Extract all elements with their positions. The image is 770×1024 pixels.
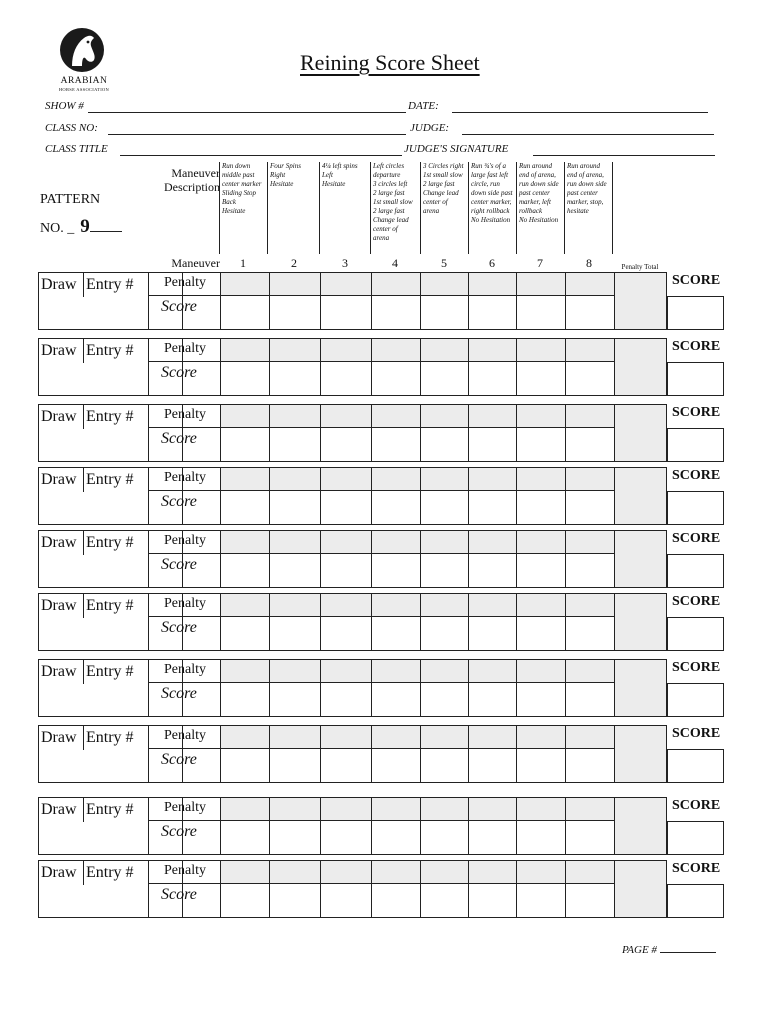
- penalty-cell-6[interactable]: [468, 272, 516, 296]
- score-cell-5[interactable]: [420, 491, 468, 525]
- score-label: Score: [148, 884, 220, 918]
- score-cell-8[interactable]: [565, 821, 614, 855]
- logo-name: ARABIAN: [60, 76, 108, 86]
- penalty-cell-2[interactable]: [269, 272, 320, 296]
- penalty-cell-8[interactable]: [565, 593, 614, 617]
- entry-label: Entry #: [86, 801, 134, 818]
- penalty-cell-2[interactable]: [269, 860, 320, 884]
- penalty-cell-4[interactable]: [371, 338, 420, 362]
- total-score-field[interactable]: [667, 749, 724, 783]
- total-score-label: SCORE: [672, 798, 721, 813]
- score-cell-8[interactable]: [565, 749, 614, 783]
- score-cell-7[interactable]: [516, 884, 565, 918]
- score-cell-8[interactable]: [565, 428, 614, 462]
- draw-field[interactable]: [38, 860, 83, 918]
- entry-block: [38, 404, 726, 462]
- score-cell-6[interactable]: [468, 428, 516, 462]
- penalty-cell-4[interactable]: [371, 272, 420, 296]
- penalty-cell-8[interactable]: [565, 725, 614, 749]
- score-cell-1[interactable]: [220, 362, 269, 396]
- penalty-label: Penalty: [148, 659, 220, 683]
- score-cell-7[interactable]: [516, 554, 565, 588]
- score-cell-5[interactable]: [420, 428, 468, 462]
- total-score-label: SCORE: [672, 531, 721, 546]
- score-label: Score: [148, 362, 220, 396]
- penalty-cell-6[interactable]: [468, 593, 516, 617]
- page-label: PAGE #: [622, 944, 657, 956]
- penalty-cell-1[interactable]: [220, 467, 269, 491]
- score-cell-2[interactable]: [269, 617, 320, 651]
- penalty-cell-4[interactable]: [371, 725, 420, 749]
- score-label: Score: [148, 821, 220, 855]
- score-cell-5[interactable]: [420, 296, 468, 330]
- score-cell-6[interactable]: [468, 749, 516, 783]
- score-cell-4[interactable]: [371, 749, 420, 783]
- score-cell-6[interactable]: [468, 683, 516, 717]
- score-cell-3[interactable]: [320, 617, 371, 651]
- penalty-total-cell[interactable]: [614, 659, 667, 717]
- total-score-field[interactable]: [667, 617, 724, 651]
- entry-label: Entry #: [86, 729, 134, 746]
- pattern-no-label: NO. _: [40, 221, 75, 236]
- total-score-label: SCORE: [672, 594, 721, 609]
- judges-signature-label: JUDGE'S SIGNATURE: [404, 143, 509, 155]
- score-cell-7[interactable]: [516, 428, 565, 462]
- penalty-cell-8[interactable]: [565, 860, 614, 884]
- score-cell-4[interactable]: [371, 617, 420, 651]
- total-score-label: SCORE: [672, 339, 721, 354]
- score-cell-8[interactable]: [565, 617, 614, 651]
- pattern-number: [40, 216, 122, 238]
- penalty-cell-6[interactable]: [468, 725, 516, 749]
- maneuver-6-desc: Run ¾'s of a large fast left circle, run down side past center marker, right rollback No Hesitation: [468, 162, 516, 254]
- score-cell-5[interactable]: [420, 554, 468, 588]
- penalty-cell-3[interactable]: [320, 272, 371, 296]
- draw-field[interactable]: [38, 404, 83, 462]
- penalty-cell-4[interactable]: [371, 659, 420, 683]
- maneuver-descriptions: [219, 162, 613, 254]
- score-cell-8[interactable]: [565, 362, 614, 396]
- score-cell-6[interactable]: [468, 821, 516, 855]
- draw-field[interactable]: [38, 725, 83, 783]
- pattern-label: PATTERN: [40, 192, 101, 207]
- score-cell-4[interactable]: [371, 554, 420, 588]
- penalty-cell-8[interactable]: [565, 797, 614, 821]
- score-cell-2[interactable]: [269, 821, 320, 855]
- penalty-cell-1[interactable]: [220, 272, 269, 296]
- draw-label: Draw: [41, 729, 77, 746]
- score-cell-7[interactable]: [516, 683, 565, 717]
- penalty-total-cell[interactable]: [614, 797, 667, 855]
- score-cell-3[interactable]: [320, 296, 371, 330]
- penalty-cell-3[interactable]: [320, 725, 371, 749]
- penalty-total-cell[interactable]: [614, 860, 667, 918]
- penalty-total-cell[interactable]: [614, 272, 667, 330]
- penalty-cell-8[interactable]: [565, 530, 614, 554]
- draw-label: Draw: [41, 663, 77, 680]
- score-cell-6[interactable]: [468, 884, 516, 918]
- total-score-label: SCORE: [672, 660, 721, 675]
- maneuver-7-desc: Run around end of arena, run down side past center marker, left rollback No Hesitation: [516, 162, 564, 254]
- arabian-logo: [52, 26, 116, 96]
- draw-label: Draw: [41, 597, 77, 614]
- entry-label: Entry #: [86, 471, 134, 488]
- penalty-label: Penalty: [148, 593, 220, 617]
- total-score-field[interactable]: [667, 821, 724, 855]
- score-cell-3[interactable]: [320, 749, 371, 783]
- judge-label: JUDGE:: [410, 122, 450, 134]
- penalty-total-cell[interactable]: [614, 467, 667, 525]
- entry-label: Entry #: [86, 597, 134, 614]
- penalty-cell-2[interactable]: [269, 467, 320, 491]
- penalty-cell-7[interactable]: [516, 530, 565, 554]
- total-score-label: SCORE: [672, 405, 721, 420]
- show-field[interactable]: [88, 112, 406, 113]
- penalty-cell-7[interactable]: [516, 860, 565, 884]
- penalty-label: Penalty: [148, 404, 220, 428]
- penalty-cell-7[interactable]: [516, 593, 565, 617]
- score-cell-5[interactable]: [420, 683, 468, 717]
- score-cell-2[interactable]: [269, 683, 320, 717]
- penalty-cell-3[interactable]: [320, 467, 371, 491]
- score-cell-7[interactable]: [516, 821, 565, 855]
- total-score-label: SCORE: [672, 468, 721, 483]
- penalty-cell-5[interactable]: [420, 530, 468, 554]
- maneuver-3-desc: 4¼ left spins Left Hesitate: [319, 162, 370, 254]
- score-cell-7[interactable]: [516, 617, 565, 651]
- total-score-field[interactable]: [667, 884, 724, 918]
- total-score-field[interactable]: [667, 428, 724, 462]
- entry-label: Entry #: [86, 663, 134, 680]
- score-label: Score: [148, 428, 220, 462]
- penalty-cell-5[interactable]: [420, 272, 468, 296]
- penalty-label: Penalty: [148, 530, 220, 554]
- penalty-cell-8[interactable]: [565, 338, 614, 362]
- penalty-cell-4[interactable]: [371, 797, 420, 821]
- maneuver-number-4: 4: [392, 256, 398, 270]
- score-cell-3[interactable]: [320, 884, 371, 918]
- score-cell-6[interactable]: [468, 296, 516, 330]
- score-label: Score: [148, 749, 220, 783]
- maneuver-2-desc: Four Spins Right Hesitate: [267, 162, 319, 254]
- maneuver-5-desc: 3 Circles right 1st small slow 2 large fast Change lead center of arena: [420, 162, 468, 254]
- total-score-field[interactable]: [667, 362, 724, 396]
- total-score-label: SCORE: [672, 861, 721, 876]
- score-cell-2[interactable]: [269, 884, 320, 918]
- penalty-cell-2[interactable]: [269, 404, 320, 428]
- penalty-cell-8[interactable]: [565, 467, 614, 491]
- score-cell-1[interactable]: [220, 617, 269, 651]
- score-cell-6[interactable]: [468, 491, 516, 525]
- penalty-cell-7[interactable]: [516, 725, 565, 749]
- penalty-cell-7[interactable]: [516, 404, 565, 428]
- maneuver-number-6: 6: [489, 256, 495, 270]
- draw-label: Draw: [41, 864, 77, 881]
- penalty-total-cell[interactable]: [614, 725, 667, 783]
- score-label: Score: [148, 617, 220, 651]
- score-cell-1[interactable]: [220, 749, 269, 783]
- class-no-label: CLASS NO:: [45, 122, 98, 134]
- class-title-label: CLASS TITLE: [45, 143, 108, 155]
- page-number: [622, 944, 716, 956]
- penalty-cell-3[interactable]: [320, 404, 371, 428]
- penalty-cell-4[interactable]: [371, 404, 420, 428]
- entry-block: [38, 860, 726, 918]
- score-label: Score: [148, 683, 220, 717]
- penalty-cell-8[interactable]: [565, 272, 614, 296]
- maneuver-number-7: 7: [537, 256, 543, 270]
- judges-signature-field[interactable]: [533, 155, 715, 156]
- score-cell-4[interactable]: [371, 821, 420, 855]
- score-label: Score: [148, 296, 220, 330]
- score-cell-7[interactable]: [516, 296, 565, 330]
- entry-block: [38, 272, 726, 330]
- score-cell-2[interactable]: [269, 491, 320, 525]
- show-label: SHOW #: [45, 100, 84, 112]
- page-number-field[interactable]: [660, 952, 716, 953]
- penalty-cell-7[interactable]: [516, 467, 565, 491]
- penalty-cell-5[interactable]: [420, 467, 468, 491]
- entry-block: [38, 467, 726, 525]
- draw-field[interactable]: [38, 338, 83, 396]
- total-score-field[interactable]: [667, 554, 724, 588]
- score-cell-8[interactable]: [565, 491, 614, 525]
- penalty-total-cell[interactable]: [614, 530, 667, 588]
- maneuver-number-2: 2: [291, 256, 297, 270]
- score-cell-1[interactable]: [220, 296, 269, 330]
- penalty-cell-6[interactable]: [468, 404, 516, 428]
- maneuver-number-3: 3: [342, 256, 348, 270]
- penalty-cell-5[interactable]: [420, 725, 468, 749]
- penalty-label: Penalty: [148, 725, 220, 749]
- score-cell-1[interactable]: [220, 821, 269, 855]
- score-cell-6[interactable]: [468, 617, 516, 651]
- date-field[interactable]: [452, 112, 708, 113]
- maneuver-number-5: 5: [441, 256, 447, 270]
- score-cell-3[interactable]: [320, 362, 371, 396]
- judge-field[interactable]: [462, 134, 714, 135]
- logo-subtitle: HORSE ASSOCIATION: [58, 87, 110, 92]
- penalty-cell-3[interactable]: [320, 530, 371, 554]
- score-cell-3[interactable]: [320, 554, 371, 588]
- page-title: Reining Score Sheet: [300, 50, 480, 75]
- total-score-label: SCORE: [672, 726, 721, 741]
- entry-block: [38, 797, 726, 855]
- score-cell-5[interactable]: [420, 884, 468, 918]
- maneuver-description-label: Maneuver Description: [164, 166, 220, 194]
- penalty-cell-6[interactable]: [468, 797, 516, 821]
- score-cell-6[interactable]: [468, 554, 516, 588]
- penalty-total-cell[interactable]: [614, 338, 667, 396]
- score-cell-4[interactable]: [371, 362, 420, 396]
- draw-label: Draw: [41, 408, 77, 425]
- class-no-field[interactable]: [108, 134, 406, 135]
- penalty-label: Penalty: [148, 860, 220, 884]
- penalty-cell-1[interactable]: [220, 860, 269, 884]
- score-cell-5[interactable]: [420, 821, 468, 855]
- draw-field[interactable]: [38, 797, 83, 855]
- entry-label: Entry #: [86, 864, 134, 881]
- score-cell-4[interactable]: [371, 884, 420, 918]
- penalty-cell-1[interactable]: [220, 593, 269, 617]
- penalty-cell-2[interactable]: [269, 530, 320, 554]
- penalty-label: Penalty: [148, 467, 220, 491]
- total-score-field[interactable]: [667, 683, 724, 717]
- penalty-cell-3[interactable]: [320, 659, 371, 683]
- penalty-cell-1[interactable]: [220, 797, 269, 821]
- score-cell-2[interactable]: [269, 554, 320, 588]
- penalty-cell-3[interactable]: [320, 860, 371, 884]
- score-cell-7[interactable]: [516, 362, 565, 396]
- score-cell-7[interactable]: [516, 749, 565, 783]
- penalty-cell-7[interactable]: [516, 797, 565, 821]
- penalty-total-cell[interactable]: [614, 593, 667, 651]
- entry-block: [38, 659, 726, 717]
- score-cell-8[interactable]: [565, 683, 614, 717]
- penalty-cell-2[interactable]: [269, 797, 320, 821]
- penalty-cell-5[interactable]: [420, 860, 468, 884]
- maneuver-1-desc: Run down middle past center marker Sliding Stop Back Hesitate: [219, 162, 267, 254]
- penalty-cell-8[interactable]: [565, 659, 614, 683]
- score-cell-5[interactable]: [420, 749, 468, 783]
- penalty-cell-1[interactable]: [220, 725, 269, 749]
- penalty-label: Penalty: [148, 272, 220, 296]
- penalty-cell-2[interactable]: [269, 659, 320, 683]
- penalty-cell-8[interactable]: [565, 404, 614, 428]
- draw-label: Draw: [41, 342, 77, 359]
- maneuver-number-8: 8: [586, 256, 592, 270]
- score-cell-5[interactable]: [420, 362, 468, 396]
- penalty-cell-3[interactable]: [320, 593, 371, 617]
- penalty-cell-5[interactable]: [420, 404, 468, 428]
- penalty-cell-1[interactable]: [220, 659, 269, 683]
- penalty-cell-2[interactable]: [269, 593, 320, 617]
- score-cell-2[interactable]: [269, 428, 320, 462]
- penalty-cell-6[interactable]: [468, 659, 516, 683]
- draw-field[interactable]: [38, 659, 83, 717]
- penalty-cell-3[interactable]: [320, 797, 371, 821]
- score-label: Score: [148, 491, 220, 525]
- penalty-label: Penalty: [148, 797, 220, 821]
- score-cell-1[interactable]: [220, 554, 269, 588]
- score-cell-7[interactable]: [516, 491, 565, 525]
- entry-label: Entry #: [86, 276, 134, 293]
- score-cell-1[interactable]: [220, 428, 269, 462]
- draw-field[interactable]: [38, 272, 83, 330]
- penalty-cell-6[interactable]: [468, 530, 516, 554]
- score-cell-8[interactable]: [565, 554, 614, 588]
- draw-label: Draw: [41, 471, 77, 488]
- class-title-field[interactable]: [120, 155, 402, 156]
- draw-field[interactable]: [38, 593, 83, 651]
- entry-label: Entry #: [86, 534, 134, 551]
- penalty-cell-1[interactable]: [220, 404, 269, 428]
- penalty-cell-5[interactable]: [420, 593, 468, 617]
- penalty-cell-4[interactable]: [371, 530, 420, 554]
- penalty-cell-3[interactable]: [320, 338, 371, 362]
- maneuver-row-label: Maneuver: [171, 256, 220, 270]
- penalty-cell-2[interactable]: [269, 725, 320, 749]
- penalty-cell-6[interactable]: [468, 338, 516, 362]
- score-cell-2[interactable]: [269, 296, 320, 330]
- maneuver-4-desc: Left circles departure 3 circles left 2 large fast 1st small slow 2 large fast Change lead center of arena: [370, 162, 420, 254]
- penalty-cell-7[interactable]: [516, 338, 565, 362]
- penalty-cell-5[interactable]: [420, 338, 468, 362]
- score-cell-8[interactable]: [565, 884, 614, 918]
- score-cell-4[interactable]: [371, 491, 420, 525]
- penalty-cell-6[interactable]: [468, 467, 516, 491]
- penalty-cell-5[interactable]: [420, 797, 468, 821]
- draw-label: Draw: [41, 801, 77, 818]
- score-cell-4[interactable]: [371, 428, 420, 462]
- draw-label: Draw: [41, 534, 77, 551]
- penalty-cell-1[interactable]: [220, 530, 269, 554]
- total-score-label: SCORE: [672, 273, 721, 288]
- penalty-cell-4[interactable]: [371, 467, 420, 491]
- penalty-cell-5[interactable]: [420, 659, 468, 683]
- score-cell-3[interactable]: [320, 491, 371, 525]
- draw-field[interactable]: [38, 467, 83, 525]
- total-score-field[interactable]: [667, 491, 724, 525]
- score-cell-2[interactable]: [269, 749, 320, 783]
- draw-label: Draw: [41, 276, 77, 293]
- score-cell-1[interactable]: [220, 491, 269, 525]
- entry-block: [38, 725, 726, 783]
- score-cell-8[interactable]: [565, 296, 614, 330]
- penalty-cell-7[interactable]: [516, 272, 565, 296]
- penalty-cell-6[interactable]: [468, 860, 516, 884]
- score-cell-1[interactable]: [220, 683, 269, 717]
- penalty-cell-4[interactable]: [371, 593, 420, 617]
- penalty-cell-2[interactable]: [269, 338, 320, 362]
- score-cell-2[interactable]: [269, 362, 320, 396]
- maneuver-number-1: 1: [240, 256, 246, 270]
- entry-label: Entry #: [86, 342, 134, 359]
- penalty-cell-1[interactable]: [220, 338, 269, 362]
- entry-block: [38, 593, 726, 651]
- score-cell-5[interactable]: [420, 617, 468, 651]
- penalty-cell-4[interactable]: [371, 860, 420, 884]
- score-label: Score: [148, 554, 220, 588]
- penalty-total-cell[interactable]: [614, 404, 667, 462]
- entry-block: [38, 338, 726, 396]
- score-cell-4[interactable]: [371, 683, 420, 717]
- score-cell-4[interactable]: [371, 296, 420, 330]
- total-score-field[interactable]: [667, 296, 724, 330]
- score-cell-3[interactable]: [320, 821, 371, 855]
- date-label: DATE:: [408, 100, 439, 112]
- pattern-value: 9: [80, 216, 90, 237]
- score-cell-3[interactable]: [320, 428, 371, 462]
- entry-block: [38, 530, 726, 588]
- entry-label: Entry #: [86, 408, 134, 425]
- penalty-cell-7[interactable]: [516, 659, 565, 683]
- penalty-label: Penalty: [148, 338, 220, 362]
- maneuver-8-desc: Run around end of arena, run down side past center marker, stop, hesitate: [564, 162, 613, 254]
- draw-field[interactable]: [38, 530, 83, 588]
- score-cell-3[interactable]: [320, 683, 371, 717]
- horse-head-icon: [58, 26, 108, 74]
- score-cell-6[interactable]: [468, 362, 516, 396]
- score-cell-1[interactable]: [220, 884, 269, 918]
- penalty-total-label: Penalty Total: [621, 263, 659, 271]
